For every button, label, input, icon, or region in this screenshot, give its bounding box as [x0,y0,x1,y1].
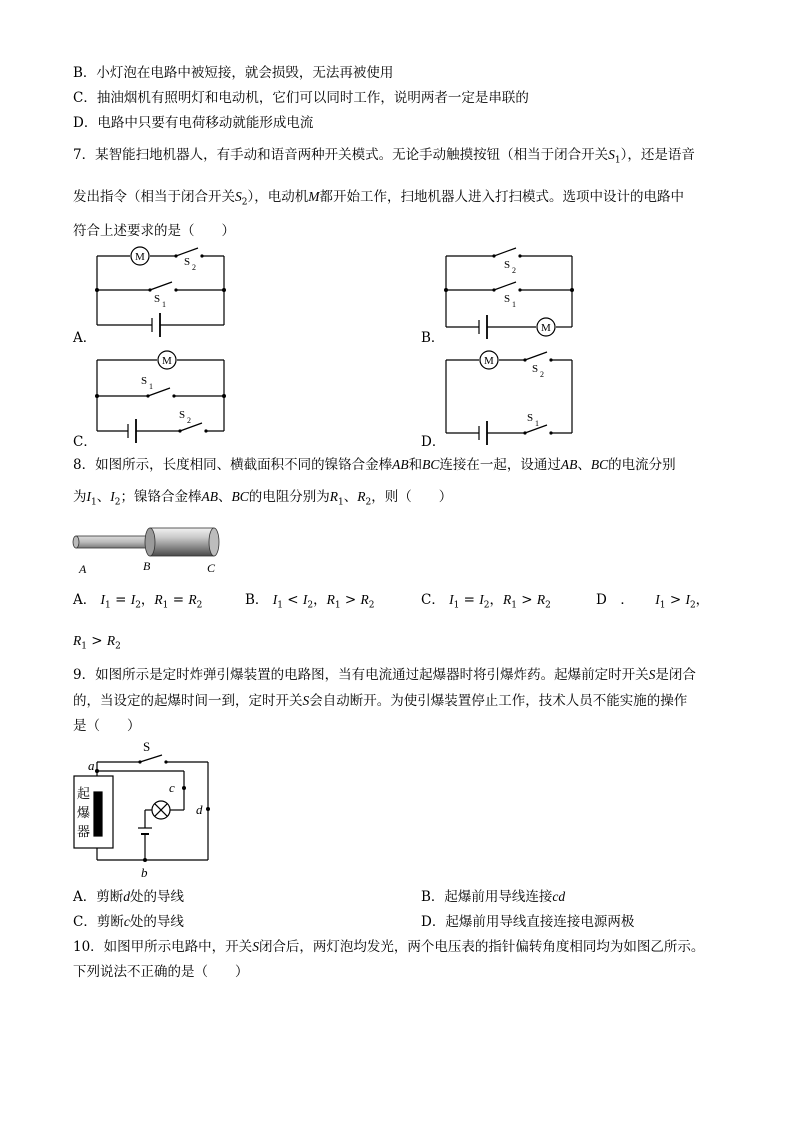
svg-text:1: 1 [162,300,166,309]
q8-line-2: 为$I_1$、$I_2$；镍铬合金棒AB、BC的电阻分别为$R_1$、$R_2$，则（ ） [73,489,453,508]
svg-text:2: 2 [192,263,196,272]
prev-option-b: B．小灯泡在电路中被短接，就会损毁，无法再被使用 [73,65,394,81]
q9-option-c[interactable]: C．剪断c处的导线 [73,914,184,930]
rod-label-c: C [207,561,216,575]
q7-line-2: 发出指令（相当于闭合开关$S_2$），电动机M都开始工作，扫地机器人进入打扫模式。选项中设计的电路中 [73,189,684,208]
svg-text:1: 1 [149,382,153,391]
prev-option-c: C．抽油烟机有照明灯和电动机，它们可以同时工作，说明两者一定是串联的 [73,90,529,106]
svg-text:1: 1 [535,419,539,428]
q8-option-c[interactable]: C． $I_1 = I_2$，$R_1 > R_2$ [421,592,551,611]
q10-line-1: 10．如图甲所示电路中，开关S闭合后，两灯泡均发光，两个电压表的指针偏转角度相同均为如图乙所示。 [73,939,705,955]
point-b: b [141,865,148,880]
q9-line-2: 的，当设定的起爆时间一到，定时开关S会自动断开。为使引爆装置停止工作，技术人员不能实施的操作 [73,693,688,709]
motor-a: M [135,251,145,263]
device-char-3: 器 [77,824,91,839]
rod-label-a: A [79,562,87,576]
q8-option-d[interactable]: D ． $I_1 > I_2$， [596,592,710,611]
q7-line-3: 符合上述要求的是（ ） [73,223,235,239]
rod-label-b: B [143,559,151,573]
prev-option-d: D．电路中只要有电荷移动就能形成电流 [73,115,314,131]
s1-c: S [141,375,148,387]
point-a: a [88,758,95,773]
q7-option-c[interactable]: C． [73,434,97,450]
q9-line-3: 是（ ） [73,718,141,734]
q7-option-d[interactable]: D． [421,434,446,450]
svg-text:2: 2 [540,370,544,379]
s2-a: S [184,256,191,268]
motor-d: M [484,355,494,367]
q7-option-a[interactable]: A． [73,330,97,346]
circuit-d [446,351,572,445]
q9-circuit [60,738,230,883]
svg-text:1: 1 [512,300,516,309]
q7-circuits [0,0,794,460]
s2-b: S [504,259,511,271]
circuit-c [97,351,224,443]
s1-b: S [504,293,511,305]
circuit-a [97,247,224,337]
s2-d: S [532,363,539,375]
q10-line-2: 下列说法不正确的是（ ） [73,964,249,980]
motor-b: M [541,322,551,334]
s1-a: S [154,293,161,305]
switch-s-label: S [143,739,151,754]
q7-line-1: 7．某智能扫地机器人，有手动和语音两种开关模式。无论手动触摸按钮（相当于闭合开关$S_1$），还是语音 [73,147,695,166]
point-d: d [196,802,203,817]
q9-option-a[interactable]: A．剪断d处的导线 [73,889,184,905]
device-char-1: 起 [77,786,91,801]
q8-rod-figure [70,524,230,579]
q9-option-d[interactable]: D．起爆前用导线直接连接电源两极 [421,914,635,930]
q8-line-1: 8．如图所示，长度相同、横截面积不同的镍铬合金棒AB和BC连接在一起，设通过AB、BC的电流分别 [73,457,676,473]
q9-option-b[interactable]: B．起爆前用导线连接cd [421,889,566,905]
s2-c: S [179,409,186,421]
point-c: c [169,780,175,795]
svg-text:2: 2 [512,266,516,275]
motor-c: M [162,355,172,367]
q8-option-d-cont: $R_1 > R_2$ [73,633,121,652]
q7-option-b[interactable]: B． [421,330,445,346]
s1-d: S [527,412,534,424]
q8-option-b[interactable]: B． $I_1 < I_2$，$R_1 > R_2$ [245,592,375,611]
q9-line-1: 9．如图所示是定时炸弹引爆装置的电路图，当有电流通过起爆器时将引爆炸药。起爆前定时开关S是闭合 [73,667,696,683]
device-char-2: 爆 [77,805,91,820]
q8-option-a[interactable]: A． $I_1 = I_2$，$R_1 = R_2$ [73,592,203,611]
svg-text:2: 2 [187,416,191,425]
